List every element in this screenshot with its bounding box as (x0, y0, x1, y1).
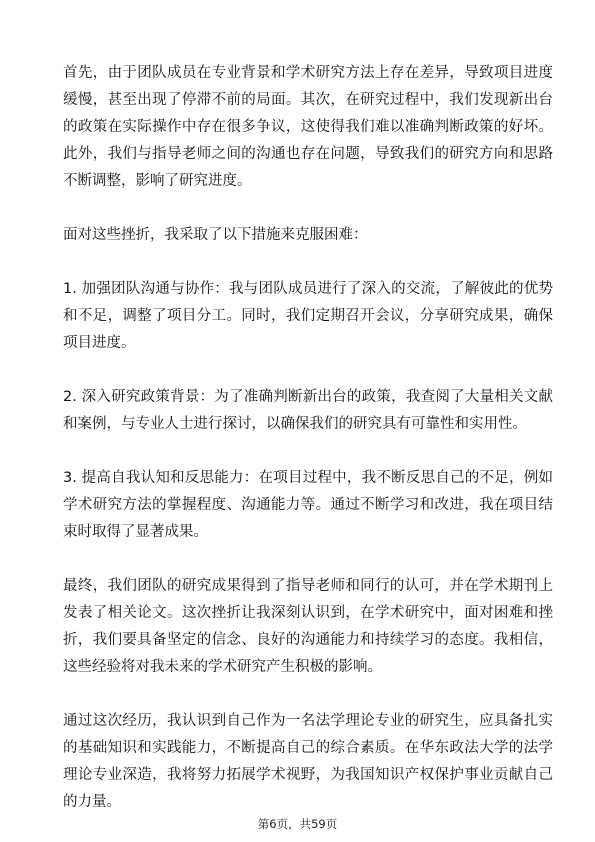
paragraph-measure-2: 2. 深入研究政策背景：为了准确判断新出台的政策，我查阅了大量相关文献和案例，与专业人士进行探讨，以确保我们的研究具有可靠性和实用性。 (63, 389, 553, 432)
paragraph-measure-1: 1. 加强团队沟通与协作：我与团队成员进行了深入的交流，了解彼此的优势和不足，调整了项目分工。同时，我们定期召开会议，分享研究成果，确保项目进度。 (63, 281, 553, 351)
paragraph-conclusion: 通过这次经历，我认识到自己作为一名法学理论专业的研究生，应具备扎实的基础知识和实践能力，不断提高自己的综合素质。在华东政法大学的法学理论专业深造，我将努力拓展学术视野，为我国知识产权保护事业贡献自己的力量。 (63, 713, 553, 810)
page-number: 第6页，共59页 (257, 817, 338, 831)
paragraph-difficulties: 首先，由于团队成员在专业背景和学术研究方法上存在差异，导致项目进度缓慢，甚至出现了停滞不前的局面。其次，在研究过程中，我们发现新出台的政策在实际操作中存在很多争议，这使得我们难以准确判断政策的好坏。此外，我们与指导老师之间的沟通也存在问题，导致我们的研究方向和思路不断调整，影响了研究进度。 (63, 65, 553, 189)
paragraph-measure-3: 3. 提高自我认知和反思能力：在项目过程中，我不断反思自己的不足，例如学术研究方法的掌握程度、沟通能力等。通过不断学习和改进，我在项目结束时取得了显著成果。 (63, 470, 553, 540)
document-body (63, 60, 553, 816)
paragraph-measures-intro: 面对这些挫折，我采取了以下措施来克服困难： (63, 227, 368, 243)
paragraph-outcome: 最终，我们团队的研究成果得到了指导老师和同行的认可，并在学术期刊上发表了相关论文。这次挫折让我深刻认识到，在学术研究中，面对困难和挫折，我们要具备坚定的信念、良好的沟通能力和持续学习的态度。我相信，这些经验将对我未来的学术研究产生积极的影响。 (63, 578, 553, 675)
